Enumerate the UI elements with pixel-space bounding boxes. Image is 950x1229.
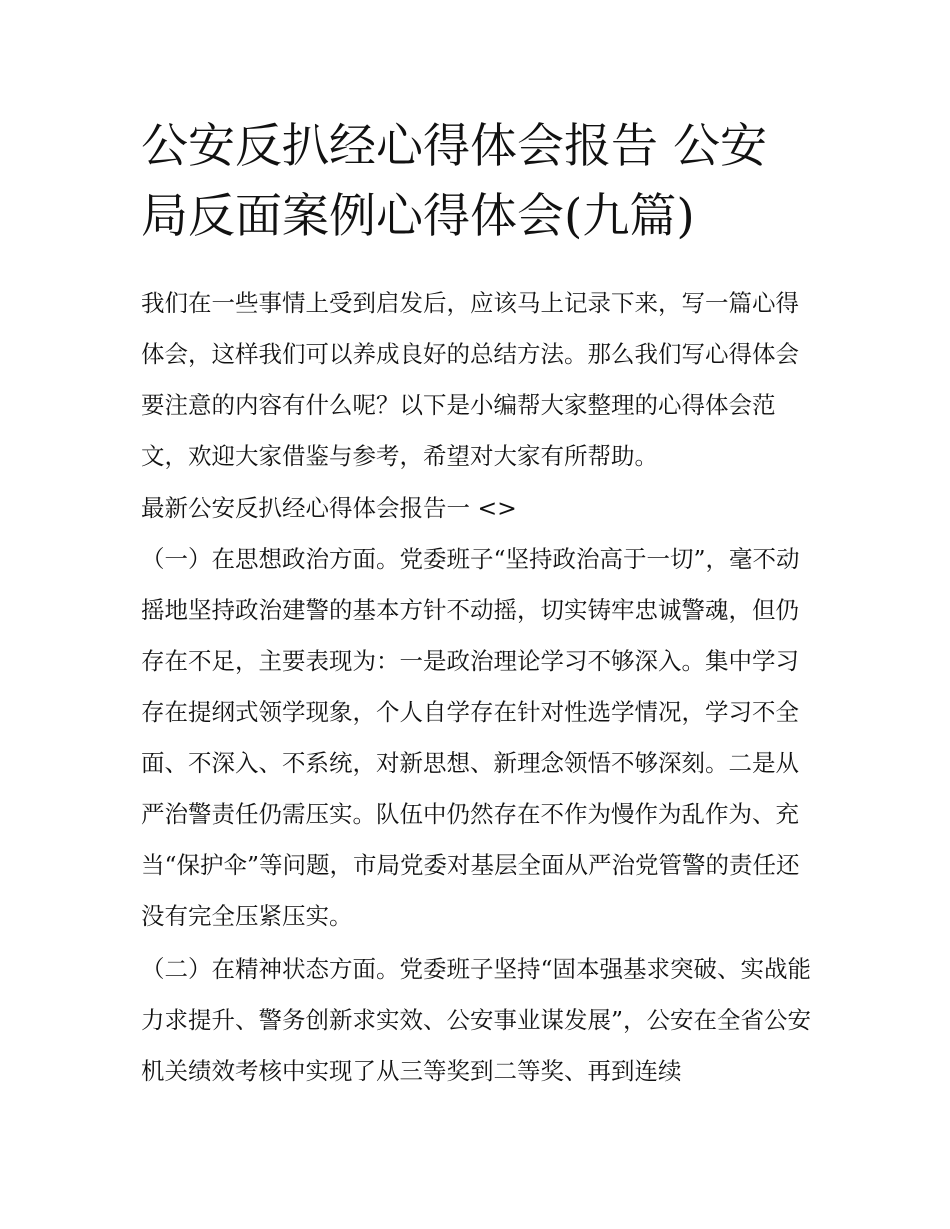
document-title: 公安反扒经心得体会报告 公安局反面案例心得体会(九篇)	[141, 119, 767, 244]
document-page	[141, 112, 813, 1097]
body-paragraph-2: （二）在精神状态方面。党委班子坚持“固本强基求突破、实战能力求提升、警务创新求实效、公安事业谋发展”，公安在全省公安机关绩效考核中实现了从三等奖到二等奖、再到连续	[141, 955, 812, 1085]
section-heading: 最新公安反扒经心得体会报告一 <>	[141, 494, 517, 522]
body-paragraph-1: （一）在思想政治方面。党委班子“坚持政治高于一切”，毫不动摇地坚持政治建警的基本方针不动摇，切实铸牢忠诚警魂，但仍存在不足，主要表现为：一是政治理论学习不够深入。集中学习存在提纲式领学现象，个人自学存在针对性选学情况，学习不全面、不深入、不系统，对新思想、新理念领悟不够深刻。二是从严治警责任仍需压实。队伍中仍然存在不作为慢作为乱作为、充当“保护伞”等问题，市局党委对基层全面从严治党管警的责任还没有完全压紧压实。	[141, 545, 800, 930]
intro-paragraph: 我们在一些事情上受到启发后，应该马上记录下来，写一篇心得体会，这样我们可以养成良好的总结方法。那么我们写心得体会要注意的内容有什么呢？以下是小编帮大家整理的心得体会范文，欢迎大家借鉴与参考，希望对大家有所帮助。	[141, 289, 799, 470]
